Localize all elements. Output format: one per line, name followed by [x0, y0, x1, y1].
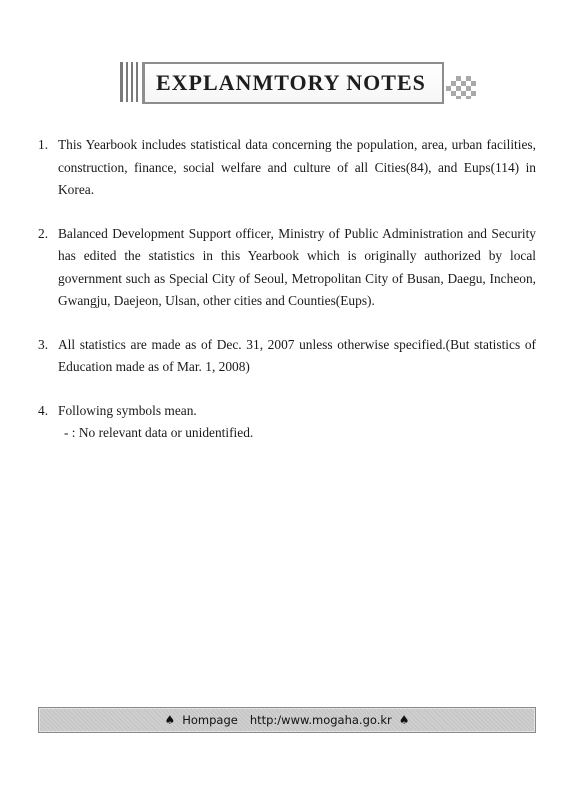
note-number: 4. — [38, 402, 49, 418]
note-item — [38, 334, 536, 379]
homepage-label: Hompage — [182, 713, 238, 727]
spade-icon: ♠ — [164, 713, 176, 727]
note-text: All statistics are made as of Dec. 31, 2007 unless otherwise specified.(But statistics of Education made as of Mar. 1, 2008) — [58, 336, 536, 374]
symbol-definition: - : No relevant data or unidentified. — [64, 425, 254, 440]
checker-pattern-icon — [442, 76, 476, 100]
note-number: 2. — [38, 225, 49, 241]
note-number: 1. — [38, 137, 49, 152]
note-text: This Yearbook includes statistical data concerning the population, area, urban facilities, construction, finance, social welfare and culture of all Cities(84), and Eups(114) in Korea. — [58, 137, 536, 197]
note-item — [38, 223, 536, 313]
note-text: Balanced Development Support officer, Ministry of Public Administration and Security has edited the statistics in this Yearbook which is originally authorized by local government such as Special City of Seoul, Metropolitan City of Busan, Daegu, Incheon, Gwangju, Daejeon, Ulsan, other cities and Counties(Eups). — [58, 225, 536, 308]
spade-icon: ♠ — [398, 713, 410, 727]
page-title: EXPLANMTORY NOTES — [156, 70, 426, 95]
homepage-footer-bar — [38, 707, 536, 733]
notes-list — [38, 134, 536, 466]
note-number: 3. — [38, 336, 49, 352]
note-item — [38, 134, 536, 202]
title-box — [142, 62, 444, 104]
title-bars-decoration — [118, 62, 144, 102]
note-text: Following symbols mean. — [58, 402, 197, 418]
homepage-url-link[interactable]: http:/www.mogaha.go.kr — [249, 713, 392, 727]
title-banner — [118, 62, 454, 104]
note-item — [38, 400, 536, 445]
